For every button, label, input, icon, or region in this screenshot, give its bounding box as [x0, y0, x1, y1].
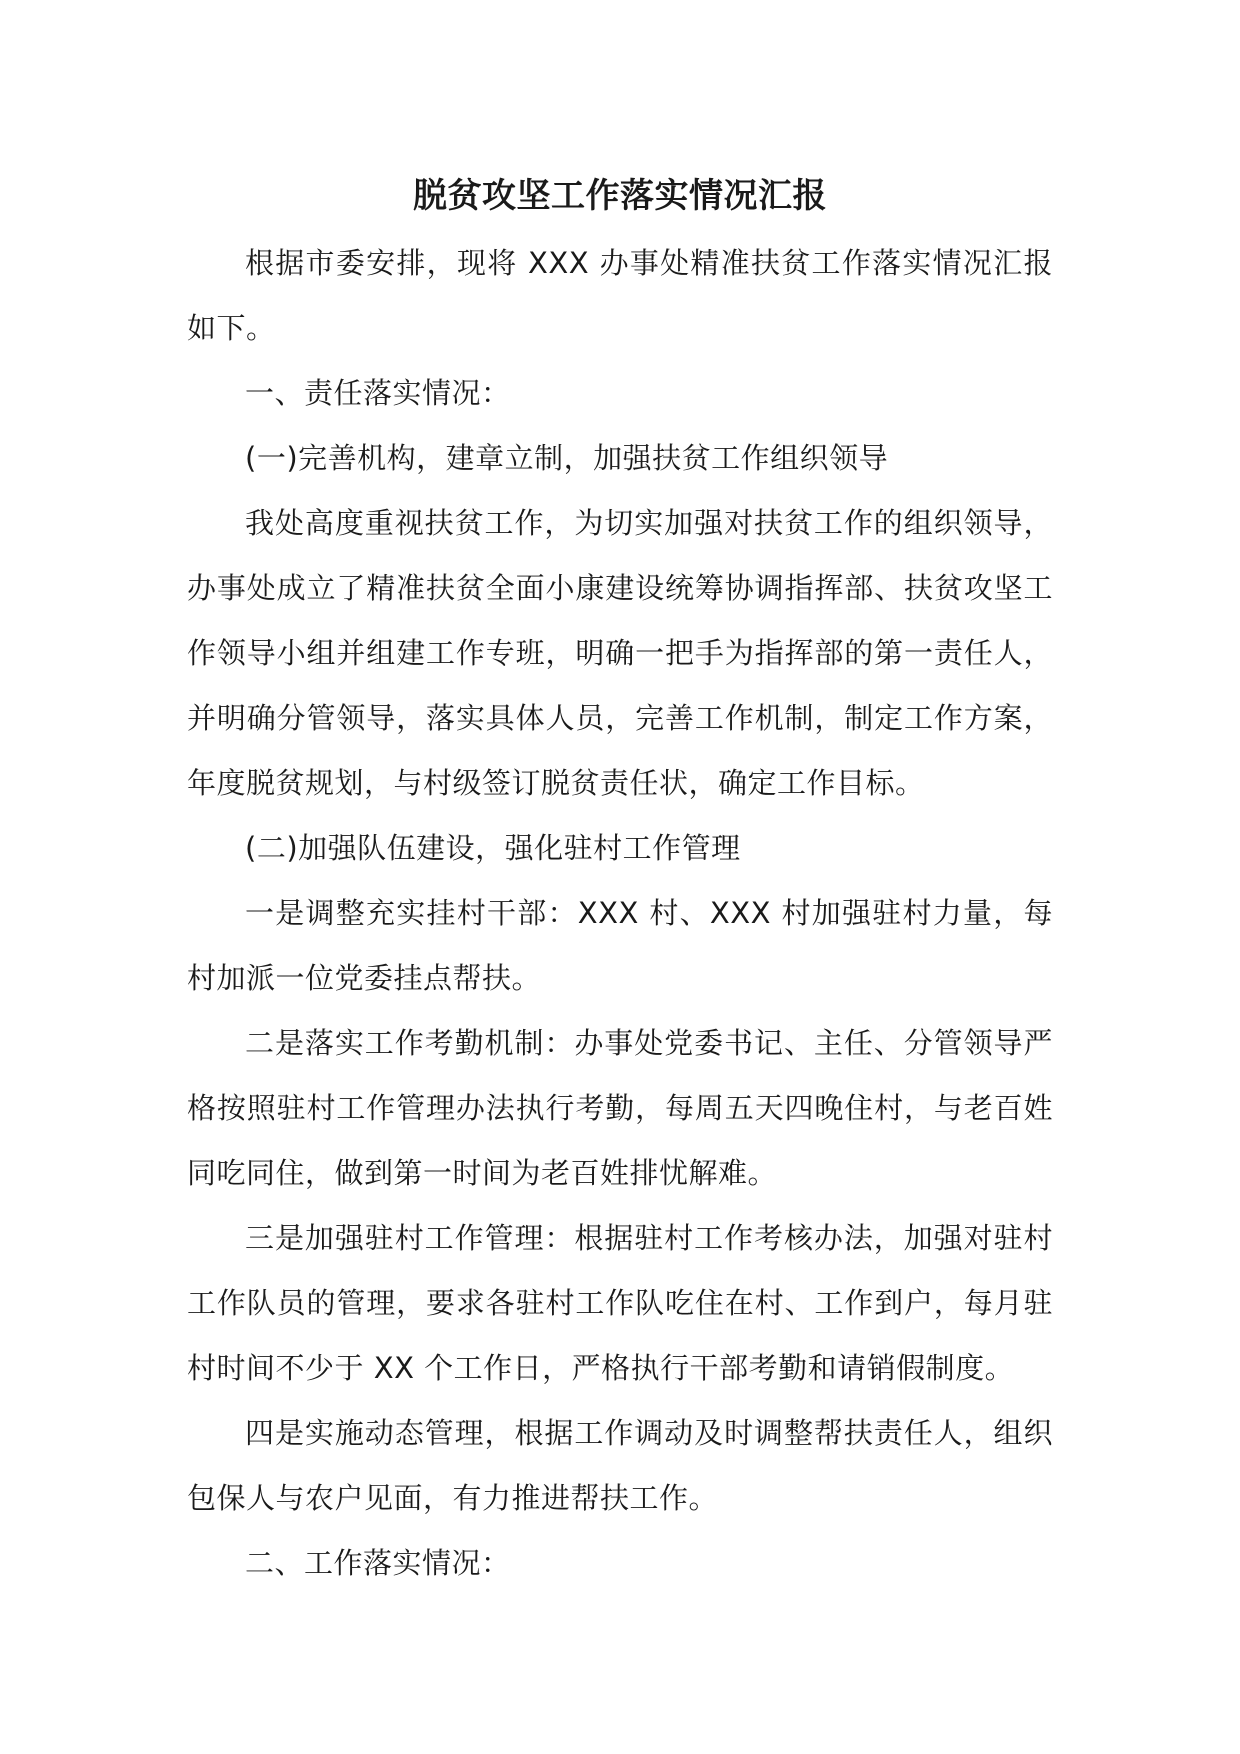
section-heading-responsibility: 一、责任落实情况：: [245, 376, 511, 410]
section-heading-work: 二、工作落实情况：: [245, 1546, 511, 1580]
document-body: [187, 164, 1053, 1596]
paragraph-item-two: 二是落实工作考勤机制：办事处党委书记、主任、分管领导严格按照驻村工作管理办法执行考勤，每周五天四晚住村，与老百姓同吃同住，做到第一时间为老百姓排忧解难。: [187, 1026, 1053, 1190]
paragraph-intro: 根据市委安排，现将 XXX 办事处精准扶贫工作落实情况汇报如下。: [187, 246, 1053, 345]
document-title: 脱贫攻坚工作落实情况汇报: [413, 176, 827, 216]
subsection-heading-organization: (一)完善机构，建章立制，加强扶贫工作组织领导: [245, 441, 889, 475]
subsection-heading-team: (二)加强队伍建设，强化驻村工作管理: [245, 831, 741, 865]
paragraph-item-three: 三是加强驻村工作管理：根据驻村工作考核办法，加强对驻村工作队员的管理，要求各驻村工作队吃住在村、工作到户，每月驻村时间不少于 XX 个工作日，严格执行干部考勤和请销假制度。: [187, 1221, 1053, 1385]
paragraph-item-one: 一是调整充实挂村干部：XXX 村、XXX 村加强驻村力量，每村加派一位党委挂点帮扶。: [187, 896, 1053, 995]
paragraph-organization: 我处高度重视扶贫工作，为切实加强对扶贫工作的组织领导，办事处成立了精准扶贫全面小康建设统筹协调指挥部、扶贫攻坚工作领导小组并组建工作专班，明确一把手为指挥部的第一责任人，并明确分管领导，落实具体人员，完善工作机制，制定工作方案，年度脱贫规划，与村级签订脱贫责任状，确定工作目标。: [187, 506, 1053, 800]
paragraph-item-four: 四是实施动态管理，根据工作调动及时调整帮扶责任人，组织包保人与农户见面，有力推进帮扶工作。: [187, 1416, 1053, 1515]
